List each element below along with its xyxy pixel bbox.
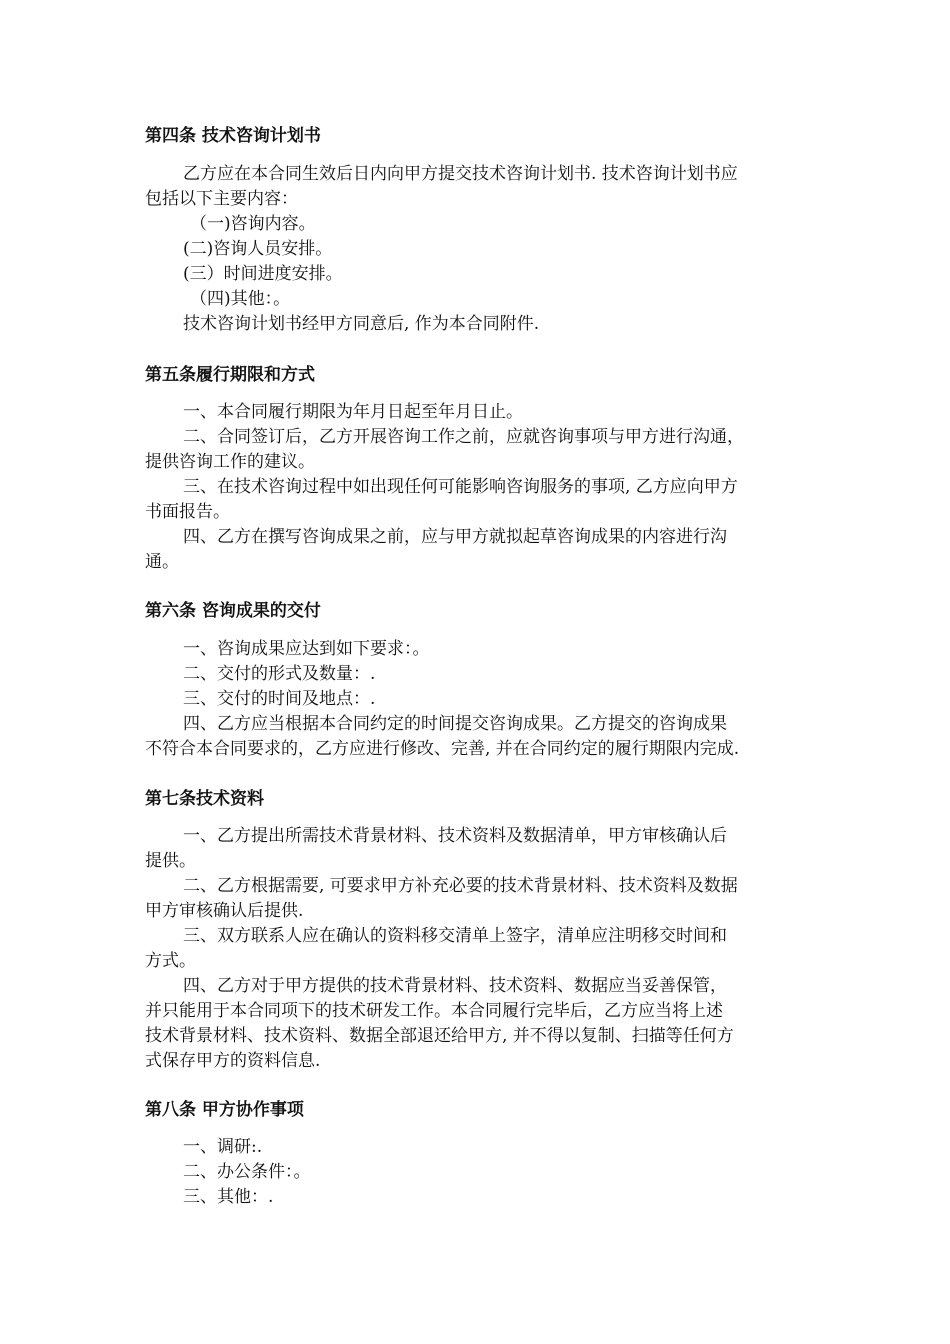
s7-paragraph-4-line-1: 四、乙方对于甲方提供的技术背景材料、技术资料、数据应当妥善保管，: [183, 976, 727, 996]
section-7-heading: 第七条技术资料: [145, 789, 264, 809]
s7-paragraph-4-line-3: 技术背景材料、技术资料、数据全部退还给甲方, 并不得以复制、扫描等任何方: [145, 1026, 734, 1046]
s7-paragraph-4-line-2: 并只能用于本合同项下的技术研发工作。本合同履行完毕后，乙方应当将上述: [145, 1001, 723, 1021]
s7-paragraph-4-line-4: 式保存甲方的资料信息.: [145, 1051, 321, 1071]
s6-paragraph-4-line-2: 不符合本合同要求的，乙方应进行修改、完善, 并在合同约定的履行期限内完成.: [145, 739, 740, 759]
s6-paragraph-3: 三、交付的时间及地点：.: [183, 689, 376, 709]
s8-paragraph-3: 三、其他：.: [183, 1187, 274, 1207]
s6-paragraph-2: 二、交付的形式及数量：.: [183, 664, 376, 684]
s4-paragraph-2: 技术咨询计划书经甲方同意后, 作为本合同附件.: [183, 314, 540, 334]
s5-paragraph-3-line-1: 三、在技术咨询过程中如出现任何可能影响咨询服务的事项, 乙方应向甲方: [183, 477, 738, 497]
s7-paragraph-3-line-1: 三、双方联系人应在确认的资料移交清单上签字，清单应注明移交时间和: [183, 926, 727, 946]
s8-paragraph-1: 一、调研:.: [183, 1137, 263, 1157]
s7-paragraph-2-line-1: 二、乙方根据需要, 可要求甲方补充必要的技术背景材料、技术资料及数据: [183, 876, 738, 896]
section-6-heading: 第六条 咨询成果的交付: [145, 601, 321, 621]
s5-paragraph-2-line-1: 二、合同签订后，乙方开展咨询工作之前，应就咨询事项与甲方进行沟通，: [183, 427, 744, 447]
s4-item-1: （一)咨询内容。: [190, 214, 316, 234]
s4-item-2: (二)咨询人员安排。: [183, 239, 333, 259]
s4-item-4: （四)其他：。: [190, 289, 291, 309]
s4-item-3: (三）时间进度安排。: [183, 264, 343, 284]
s5-paragraph-3-line-2: 书面报告。: [145, 502, 230, 522]
s6-paragraph-1: 一、咨询成果应达到如下要求：。: [183, 639, 430, 659]
s4-paragraph-1-line-2: 包括以下主要内容：: [145, 189, 298, 209]
section-4-heading: 第四条 技术咨询计划书: [145, 126, 321, 146]
s5-paragraph-4-line-1: 四、乙方在撰写咨询成果之前，应与甲方就拟起草咨询成果的内容进行沟: [183, 527, 727, 547]
section-8-heading: 第八条 甲方协作事项: [145, 1100, 304, 1120]
s5-paragraph-4-line-2: 通。: [145, 552, 179, 572]
s7-paragraph-3-line-2: 方式。: [145, 951, 196, 971]
s5-paragraph-1: 一、本合同履行期限为年月日起至年月日止。: [183, 402, 523, 422]
s4-paragraph-1-line-1: 乙方应在本合同生效后日内向甲方提交技术咨询计划书. 技术咨询计划书应: [183, 164, 738, 184]
section-5-heading: 第五条履行期限和方式: [145, 365, 315, 385]
s7-paragraph-1-line-1: 一、乙方提出所需技术背景材料、技术资料及数据清单，甲方审核确认后: [183, 826, 727, 846]
s6-paragraph-4-line-1: 四、乙方应当根据本合同约定的时间提交咨询成果。乙方提交的咨询成果: [183, 714, 727, 734]
s8-paragraph-2: 二、办公条件：。: [183, 1162, 311, 1182]
s7-paragraph-1-line-2: 提供。: [145, 851, 196, 871]
s5-paragraph-2-line-2: 提供咨询工作的建议。: [145, 452, 315, 472]
s7-paragraph-2-line-2: 甲方审核确认后提供.: [145, 901, 304, 921]
